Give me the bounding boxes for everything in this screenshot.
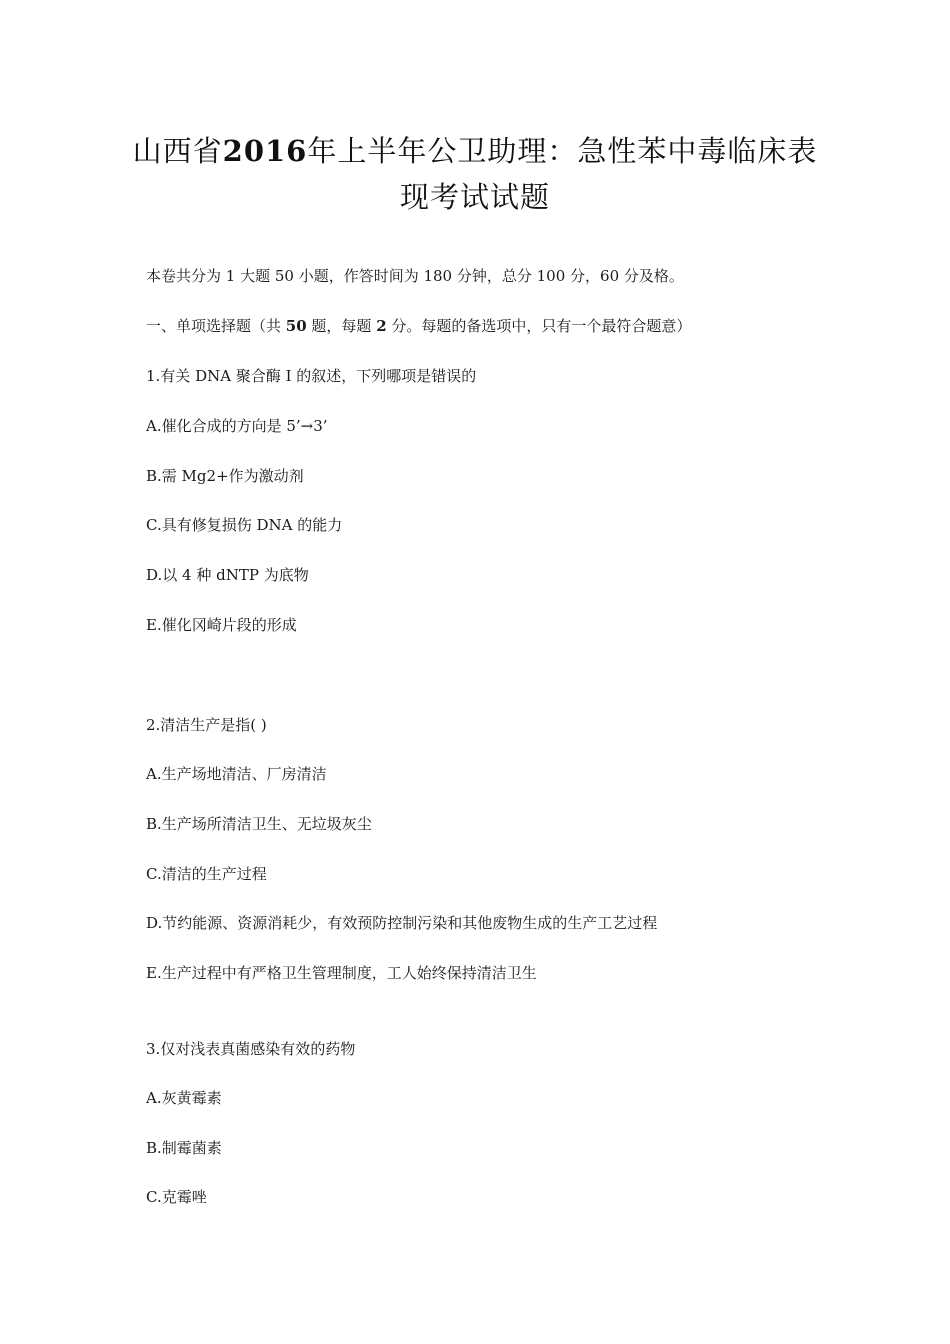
question-3-stem: 3.仅对浅表真菌感染有效的药物 bbox=[146, 1040, 356, 1058]
title-suffix: 年上半年公卫助理：急性苯中毒临床表 bbox=[307, 134, 818, 168]
section-text-1: 一、单项选择题（共 bbox=[146, 317, 286, 335]
question-1-stem: 1.有关 DNA 聚合酶 I 的叙述，下列哪项是错误的 bbox=[146, 367, 477, 385]
title-year: 2016 bbox=[222, 134, 308, 168]
document-title bbox=[130, 128, 820, 220]
question-1-option-e: E.催化冈崎片段的形成 bbox=[146, 616, 297, 634]
section-score: 2 bbox=[376, 317, 387, 335]
question-2-stem: 2.清洁生产是指( ) bbox=[146, 716, 267, 734]
question-1-option-d: D.以 4 种 dNTP 为底物 bbox=[146, 566, 309, 584]
title-line-2: 现考试试题 bbox=[399, 180, 550, 214]
section-count: 50 bbox=[285, 317, 307, 335]
section-text-2: 题，每题 bbox=[306, 317, 377, 335]
question-2-option-d: D.节约能源、资源消耗少，有效预防控制污染和其他废物生成的生产工艺过程 bbox=[146, 914, 658, 932]
question-1-option-a: A.催化合成的方向是 5’→3’ bbox=[146, 417, 328, 435]
question-3-option-b: B.制霉菌素 bbox=[146, 1139, 222, 1157]
question-1-option-c: C.具有修复损伤 DNA 的能力 bbox=[146, 516, 343, 534]
question-2-option-e: E.生产过程中有严格卫生管理制度，工人始终保持清洁卫生 bbox=[146, 964, 537, 982]
exam-intro: 本卷共分为 1 大题 50 小题，作答时间为 180 分钟，总分 100 分，60 分及格。 bbox=[146, 267, 684, 285]
question-1-option-b: B.需 Mg2+作为激动剂 bbox=[146, 467, 304, 485]
question-3-option-c: C.克霉唑 bbox=[146, 1188, 207, 1206]
question-2-option-c: C.清洁的生产过程 bbox=[146, 865, 267, 883]
section-text-3: 分。每题的备选项中，只有一个最符合题意） bbox=[386, 317, 692, 335]
title-line-1 bbox=[130, 128, 820, 174]
question-2-option-a: A.生产场地清洁、厂房清洁 bbox=[146, 765, 327, 783]
question-2-option-b: B.生产场所清洁卫生、无垃圾灰尘 bbox=[146, 815, 372, 833]
question-3-option-a: A.灰黄霉素 bbox=[146, 1089, 222, 1107]
title-prefix: 山西省 bbox=[132, 134, 223, 168]
section-heading bbox=[146, 316, 691, 336]
